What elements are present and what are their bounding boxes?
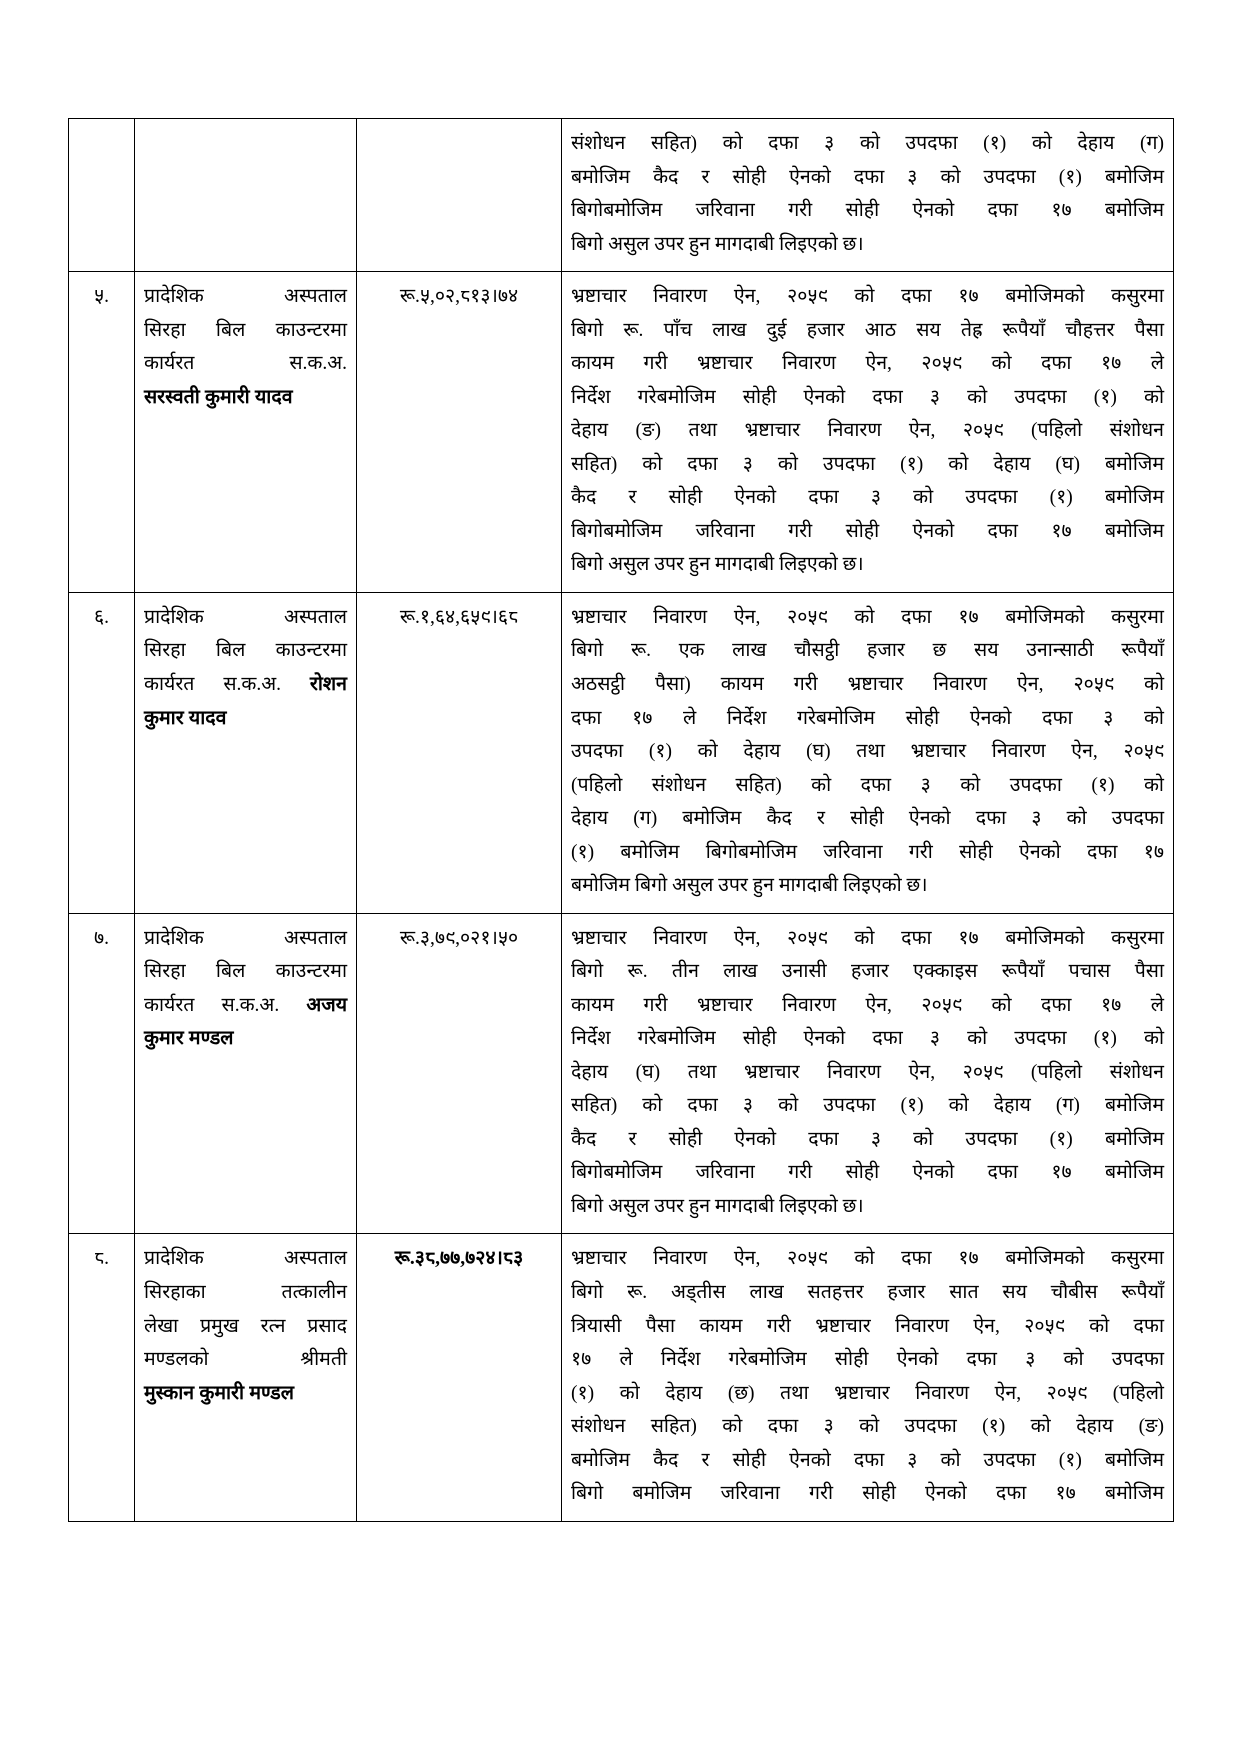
description-text: कार्यरत स.क.अ. (144, 673, 281, 695)
description-line (144, 668, 347, 702)
cell-description (135, 119, 357, 272)
description-line: प्रादेशिक अस्पताल (144, 286, 347, 308)
description-line: सिरहा बिल काउन्टरमा (144, 640, 347, 662)
detail-line: निर्देश गरेबमोजिम सोही ऐनको दफा ३ को उपदफा (१) को (571, 386, 1164, 408)
detail-line: देहाय (ग) बमोजिम कैद र सोही ऐनको दफा ३ को उपदफा (571, 808, 1164, 830)
detail-line: दफा १७ ले निर्देश गरेबमोजिम सोही ऐनको दफा ३ को (571, 707, 1164, 729)
cell-charge-detail (562, 119, 1174, 272)
person-name: सरस्वती कुमारी यादव (144, 386, 293, 408)
cell-serial-number (69, 119, 135, 272)
detail-line: बिगो रू. तीन लाख उनासी हजार एक्काइस रूपैयाँ पचास पैसा (571, 961, 1164, 983)
detail-line: भ्रष्टाचार निवारण ऐन, २०५९ को दफा १७ बमोजिमको कसुरमा (571, 1248, 1164, 1270)
detail-line: (१) बमोजिम बिगोबमोजिम जरिवाना गरी सोही ऐनको दफा १७ (571, 841, 1164, 863)
cell-serial-number: ७. (69, 913, 135, 1234)
description-line: प्रादेशिक अस्पताल (144, 1248, 347, 1270)
cell-charge-detail (562, 913, 1174, 1234)
cell-description (135, 913, 357, 1234)
cell-serial-number: ६. (69, 592, 135, 913)
detail-line: भ्रष्टाचार निवारण ऐन, २०५९ को दफा १७ बमोजिमको कसुरमा (571, 927, 1164, 949)
detail-line: भ्रष्टाचार निवारण ऐन, २०५९ को दफा १७ बमोजिमको कसुरमा (571, 606, 1164, 628)
detail-line: कैद र सोही ऐनको दफा ३ को उपदफा (१) बमोजिम (571, 487, 1164, 509)
cell-amount: रू.३,७९,०२१।५० (357, 913, 562, 1234)
detail-line: (१) को देहाय (छ) तथा भ्रष्टाचार निवारण ऐन, २०५९ (पहिलो (571, 1382, 1164, 1404)
cell-amount: रू.५,०२,८१३।७४ (357, 272, 562, 593)
description-line: प्रादेशिक अस्पताल (144, 606, 347, 628)
description-line: सिरहाका तत्कालीन (144, 1282, 347, 1303)
table-row (69, 272, 1174, 593)
detail-line: बिगो असुल उपर हुन मागदाबी लिइएको छ। (571, 233, 864, 255)
detail-line: बिगोबमोजिम जरिवाना गरी सोही ऐनको दफा १७ बमोजिम (571, 1162, 1164, 1184)
detail-line: बिगो असुल उपर हुन मागदाबी लिइएको छ। (571, 554, 864, 576)
cell-serial-number: ५. (69, 272, 135, 593)
detail-line: कैद र सोही ऐनको दफा ३ को उपदफा (१) बमोजिम (571, 1128, 1164, 1150)
detail-line: १७ ले निर्देश गरेबमोजिम सोही ऐनको दफा ३ को उपदफा (571, 1349, 1164, 1371)
detail-line: बिगो रू. पाँच लाख दुई हजार आठ सय तेह्र रूपैयाँ चौहत्तर पैसा (571, 319, 1164, 341)
detail-line: बमोजिम कैद र सोही ऐनको दफा ३ को उपदफा (१) बमोजिम (571, 1449, 1164, 1471)
detail-line: कायम गरी भ्रष्टाचार निवारण ऐन, २०५९ को दफा १७ ले (571, 994, 1164, 1016)
case-details-table (68, 118, 1174, 1522)
description-line: लेखा प्रमुख रत्न प्रसाद (144, 1315, 347, 1337)
detail-line: संशोधन सहित) को दफा ३ को उपदफा (१) को देहाय (ङ) (571, 1416, 1164, 1438)
detail-line: बिगो रू. एक लाख चौसट्ठी हजार छ सय उनान्साठी रूपैयाँ (571, 640, 1164, 662)
description-line: सिरहा बिल काउन्टरमा (144, 319, 347, 341)
table-row (69, 119, 1174, 272)
description-line: कार्यरत स.क.अ. (144, 353, 347, 375)
detail-line: निर्देश गरेबमोजिम सोही ऐनको दफा ३ को उपदफा (१) को (571, 1028, 1164, 1050)
cell-description (135, 592, 357, 913)
table-row (69, 1234, 1174, 1521)
detail-line: सहित) को दफा ३ को उपदफा (१) को देहाय (ग) बमोजिम (571, 1095, 1164, 1117)
detail-line: अठसट्ठी पैसा) कायम गरी भ्रष्टाचार निवारण ऐन, २०५९ को (571, 673, 1164, 695)
detail-line: कायम गरी भ्रष्टाचार निवारण ऐन, २०५९ को दफा १७ ले (571, 353, 1164, 375)
detail-line: भ्रष्टाचार निवारण ऐन, २०५९ को दफा १७ बमोजिमको कसुरमा (571, 286, 1164, 308)
description-line (144, 989, 347, 1023)
detail-line: बिगो रू. अड्तीस लाख सतहत्तर हजार सात सय चौबीस रूपैयाँ (571, 1282, 1164, 1303)
detail-line: बिगोबमोजिम जरिवाना गरी सोही ऐनको दफा १७ बमोजिम (571, 200, 1164, 222)
description-line: सिरहा बिल काउन्टरमा (144, 961, 347, 983)
description-text: कार्यरत स.क.अ. (144, 994, 280, 1016)
person-name: मुस्कान कुमारी मण्डल (144, 1382, 294, 1404)
cell-charge-detail (562, 592, 1174, 913)
person-name: अजय (306, 994, 348, 1016)
person-name: कुमार मण्डल (144, 1028, 234, 1050)
cell-charge-detail (562, 1234, 1174, 1521)
cell-description (135, 1234, 357, 1521)
detail-line: बिगो बमोजिम जरिवाना गरी सोही ऐनको दफा १७ बमोजिम (571, 1483, 1164, 1505)
description-line: मण्डलको श्रीमती (144, 1349, 347, 1371)
person-name: रोशन (309, 673, 347, 695)
detail-line: देहाय (ङ) तथा भ्रष्टाचार निवारण ऐन, २०५९ (पहिलो संशोधन (571, 420, 1164, 442)
table-row (69, 592, 1174, 913)
cell-amount: रू.१,६४,६५९।६८ (357, 592, 562, 913)
cell-description (135, 272, 357, 593)
cell-amount: रू.३८,७७,७२४।८३ (357, 1234, 562, 1521)
person-name: कुमार यादव (144, 707, 227, 729)
detail-line: बिगो असुल उपर हुन मागदाबी लिइएको छ। (571, 1195, 864, 1217)
detail-line: बमोजिम बिगो असुल उपर हुन मागदाबी लिइएको छ। (571, 875, 928, 897)
detail-line: बिगोबमोजिम जरिवाना गरी सोही ऐनको दफा १७ बमोजिम (571, 520, 1164, 542)
description-line: प्रादेशिक अस्पताल (144, 927, 347, 949)
detail-line: देहाय (घ) तथा भ्रष्टाचार निवारण ऐन, २०५९ (पहिलो संशोधन (571, 1061, 1164, 1083)
detail-line: (पहिलो संशोधन सहित) को दफा ३ को उपदफा (१) को (571, 774, 1164, 796)
detail-line: सहित) को दफा ३ को उपदफा (१) को देहाय (घ) बमोजिम (571, 453, 1164, 475)
cell-serial-number: ८. (69, 1234, 135, 1521)
detail-line: त्रियासी पैसा कायम गरी भ्रष्टाचार निवारण ऐन, २०५९ को दफा (571, 1315, 1164, 1337)
detail-line: बमोजिम कैद र सोही ऐनको दफा ३ को उपदफा (१) बमोजिम (571, 166, 1164, 188)
detail-line: उपदफा (१) को देहाय (घ) तथा भ्रष्टाचार निवारण ऐन, २०५९ (571, 741, 1164, 763)
table-row (69, 913, 1174, 1234)
cell-charge-detail (562, 272, 1174, 593)
cell-amount (357, 119, 562, 272)
detail-line: संशोधन सहित) को दफा ३ को उपदफा (१) को देहाय (ग) (571, 133, 1164, 154)
